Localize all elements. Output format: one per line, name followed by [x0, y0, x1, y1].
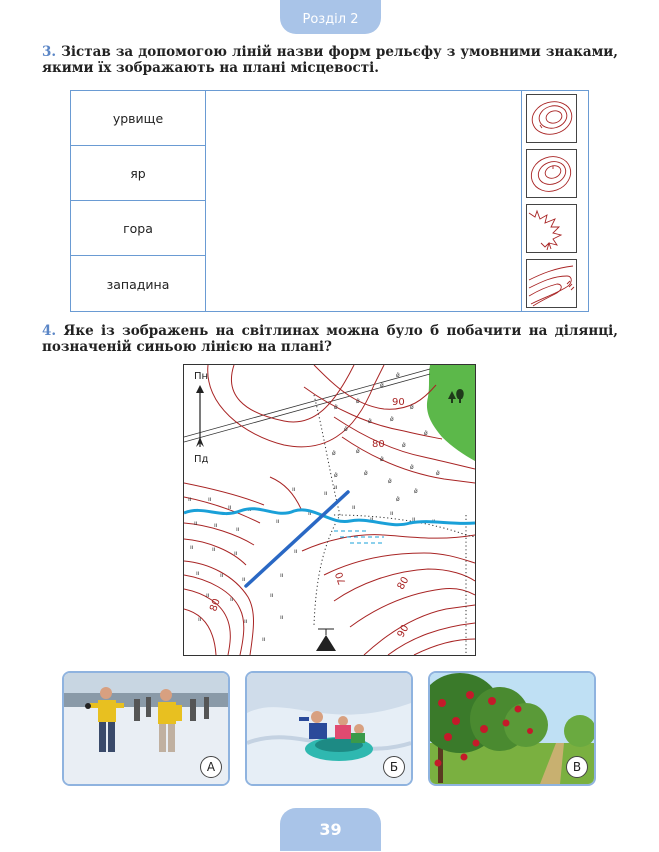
svg-text:ǿ: ǿ — [380, 456, 384, 463]
page-number-tab — [280, 808, 381, 851]
task-3-text — [42, 44, 618, 76]
svg-text:ıı: ıı — [212, 545, 216, 553]
term-label: гора — [123, 220, 153, 236]
svg-text:ǿ: ǿ — [410, 404, 414, 411]
svg-text:ıı: ıı — [276, 517, 280, 525]
terms-column — [71, 91, 206, 311]
photo-label-a: А — [200, 756, 222, 778]
depression-contour-symbol[interactable] — [526, 149, 577, 198]
meadow-marks — [188, 483, 436, 643]
ravine-symbol[interactable] — [526, 259, 577, 308]
contour-label-80: 80 — [208, 597, 223, 614]
term-cell[interactable] — [71, 201, 205, 256]
hill-contour-symbol[interactable] — [526, 94, 577, 143]
marsh — [334, 531, 384, 543]
svg-text:ıı: ıı — [292, 485, 296, 493]
svg-text:ıı: ıı — [220, 571, 224, 579]
route-line — [246, 492, 348, 586]
forest-area — [427, 365, 475, 461]
svg-text:ǿ: ǿ — [396, 496, 400, 503]
south-label: Пд — [194, 454, 209, 465]
contour-label-70: 70 — [333, 570, 349, 587]
svg-text:ǿ: ǿ — [368, 418, 372, 425]
svg-text:ıı: ıı — [334, 483, 338, 491]
svg-text:ǿ: ǿ — [436, 470, 440, 477]
svg-text:ıı: ıı — [206, 591, 210, 599]
svg-text:ıı: ıı — [196, 569, 200, 577]
svg-text:ǿ: ǿ — [356, 448, 360, 455]
svg-text:ıı: ıı — [412, 515, 416, 523]
term-label: западина — [106, 276, 170, 292]
contour-label-90: 90 — [392, 397, 405, 408]
term-cell[interactable] — [71, 146, 205, 201]
task-4-number: 4. — [42, 323, 57, 339]
section-title: Розділ 2 — [302, 12, 359, 27]
task-4-question: Яке із зображень на світлинах можна було б побачити на ділянці, позначеній синьою лінією на плані? — [42, 323, 618, 355]
svg-text:ıı: ıı — [198, 615, 202, 623]
svg-text:ıı: ıı — [262, 635, 266, 643]
contour-label-90: 90 — [395, 623, 412, 640]
svg-text:ıı: ıı — [432, 517, 436, 525]
photo-label-c: В — [566, 756, 588, 778]
svg-text:ǿ: ǿ — [424, 430, 428, 437]
matching-table — [70, 90, 589, 312]
svg-text:ıı: ıı — [244, 617, 248, 625]
term-cell[interactable] — [71, 91, 205, 146]
svg-text:ǿ: ǿ — [380, 382, 384, 389]
svg-text:ıı: ıı — [242, 575, 246, 583]
svg-text:ıı: ıı — [190, 543, 194, 551]
svg-text:ıı: ıı — [280, 613, 284, 621]
svg-text:ǿ: ǿ — [402, 442, 406, 449]
contour-label-80: 80 — [372, 439, 385, 450]
photo-c[interactable] — [428, 671, 596, 786]
svg-text:ǿ: ǿ — [334, 472, 338, 479]
svg-text:ǿ: ǿ — [344, 426, 348, 433]
svg-text:ıı: ıı — [308, 509, 312, 517]
svg-text:ıı: ıı — [390, 509, 394, 517]
photo-label-b: Б — [383, 756, 405, 778]
photo-a[interactable] — [62, 671, 230, 786]
svg-text:ıı: ıı — [236, 525, 240, 533]
svg-text:ıı: ıı — [294, 547, 298, 555]
photo-b[interactable] — [245, 671, 413, 786]
svg-text:ǿ: ǿ — [414, 488, 418, 495]
compass-icon — [196, 385, 204, 447]
svg-text:ǿ: ǿ — [410, 464, 414, 471]
svg-text:ıı: ıı — [214, 521, 218, 529]
svg-text:ǿ: ǿ — [364, 470, 368, 477]
svg-text:ıı: ıı — [230, 595, 234, 603]
task-3-number: 3. — [42, 44, 57, 60]
svg-text:ıı: ıı — [208, 495, 212, 503]
symbols-column — [521, 91, 589, 311]
term-cell[interactable] — [71, 256, 205, 312]
contour-label-80: 80 — [395, 575, 412, 592]
svg-text:ıı: ıı — [324, 489, 328, 497]
term-label: яр — [130, 165, 146, 181]
svg-text:ǿ: ǿ — [334, 404, 338, 411]
page-number: 39 — [319, 820, 342, 839]
svg-text:ıı: ıı — [370, 515, 374, 523]
svg-text:ǿ: ǿ — [332, 450, 336, 457]
task-4-text — [42, 323, 618, 355]
north-label: Пн — [194, 371, 209, 382]
task-3-question: Зістав за допомогою ліній назви форм рельєфу з умовними знаками, якими їх зображають на плані місцевості. — [42, 44, 619, 76]
terrain-map — [183, 364, 476, 656]
section-tab — [280, 0, 381, 34]
svg-text:ıı: ıı — [234, 549, 238, 557]
svg-text:ıı: ıı — [194, 519, 198, 527]
svg-text:ıı: ıı — [188, 495, 192, 503]
svg-text:ǿ: ǿ — [396, 372, 400, 379]
svg-text:ıı: ıı — [352, 503, 356, 511]
viewpoint-icon — [316, 629, 336, 651]
svg-text:ıı: ıı — [270, 591, 274, 599]
svg-text:ǿ: ǿ — [356, 398, 360, 405]
term-label: урвище — [112, 110, 164, 126]
svg-text:ıı: ıı — [248, 505, 252, 513]
svg-text:ıı: ıı — [228, 503, 232, 511]
cliff-symbol[interactable] — [526, 204, 577, 253]
svg-text:ıı: ıı — [280, 571, 284, 579]
svg-text:ǿ: ǿ — [388, 478, 392, 485]
svg-text:ǿ: ǿ — [390, 416, 394, 423]
